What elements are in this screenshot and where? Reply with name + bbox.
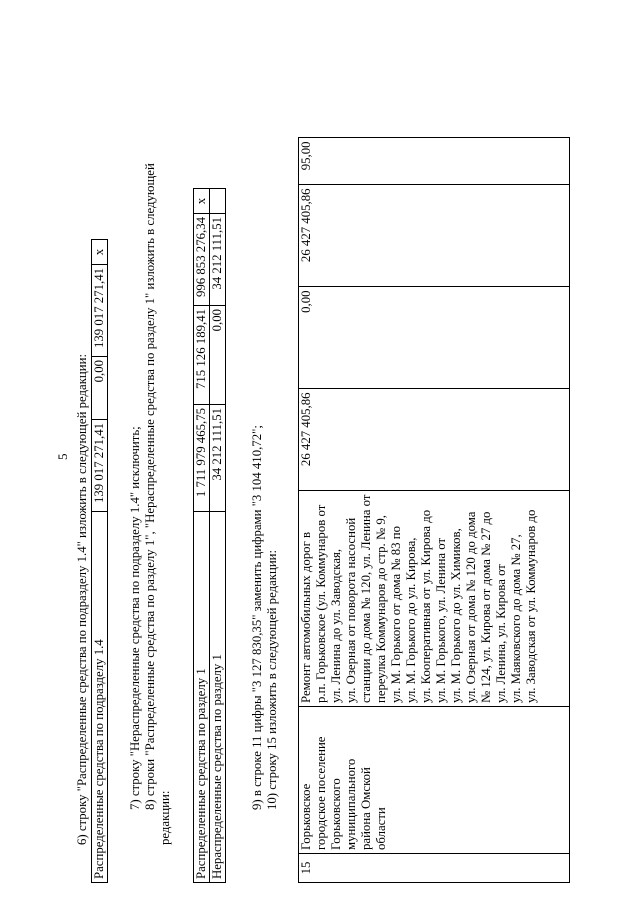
value-cell: 996 853 276,34 bbox=[194, 214, 210, 306]
row-number: 15 bbox=[299, 854, 570, 883]
value-cell: x bbox=[194, 189, 210, 214]
description-line: ул. Маяковского до дома № 27, bbox=[509, 534, 523, 703]
value-cell: 139 017 271,41 bbox=[92, 265, 108, 357]
table-row bbox=[194, 189, 210, 883]
value-cell: 26 427 405,86 bbox=[299, 185, 570, 287]
municipality-line: области bbox=[374, 807, 388, 850]
municipality-line: района Омской bbox=[359, 767, 373, 850]
value-cell: 34 212 111,51 bbox=[210, 214, 226, 306]
item-9-text: 9) в строке 11 цифры "3 127 830,35" заменить цифрами "3 104 410,72"; bbox=[250, 425, 264, 810]
item-8-text: 8) строки "Распределенные средства по разделу 1", "Нераспределенные средства по разделу 1" изложить в следующей bbox=[143, 163, 157, 810]
value-cell: 95,00 bbox=[299, 138, 570, 185]
municipality-line: муниципального bbox=[344, 758, 358, 850]
value-cell: 715 126 189,41 bbox=[194, 306, 210, 405]
row-15-table bbox=[298, 137, 570, 883]
municipality-line: Горьковского bbox=[329, 778, 343, 850]
value-cell: 139 017 271,41 bbox=[92, 420, 108, 512]
municipality-cell bbox=[299, 707, 570, 854]
description-line: ул. Озерная от поворота насосной bbox=[344, 517, 358, 703]
value-cell: 0,00 bbox=[210, 306, 226, 405]
item-8-text-cont: редакции: bbox=[158, 790, 172, 845]
value-cell: x bbox=[92, 240, 108, 265]
description-line: переулка Коммунаров до стр. № 9, bbox=[374, 515, 388, 703]
description-line: ул. М. Горького от дома № 83 по bbox=[389, 525, 403, 703]
municipality-line: Горьковское bbox=[299, 783, 313, 850]
description-line: Ремонт автомобильных дорог в bbox=[299, 531, 313, 703]
description-line: ул. Кооперативная от ул. Кирова до bbox=[419, 509, 433, 703]
value-cell: 1 711 979 465,75 bbox=[194, 405, 210, 512]
description-line: № 124, ул. Кирова от дома № 27 до bbox=[479, 511, 493, 703]
description-cell bbox=[299, 491, 570, 707]
value-cell: 34 212 111,51 bbox=[210, 405, 226, 512]
description-line: ул. М. Горького до ул. Кирова, bbox=[404, 537, 418, 703]
description-line: ул. М. Горького до ул. Химиков, bbox=[449, 528, 463, 703]
description-line: р.п. Горьковское (ул. Коммунаров от bbox=[314, 504, 328, 703]
value-cell bbox=[210, 189, 226, 214]
section-1-table bbox=[193, 188, 226, 883]
description-line: ул. Заводская от ул. Коммунаров до bbox=[524, 509, 538, 703]
page-number: 5 bbox=[55, 453, 70, 460]
table-row bbox=[210, 189, 226, 883]
table-row bbox=[92, 240, 108, 883]
description-line: ул. Ленина до ул. Заводская, bbox=[329, 548, 343, 703]
description-line: ул. М. Горького, ул. Ленина от bbox=[434, 537, 448, 703]
subsection-1-4-table bbox=[91, 239, 108, 883]
row-name: Распределенные средства по разделу 1 bbox=[194, 512, 210, 883]
row-name: Распределенные средства по подразделу 1.4 bbox=[92, 512, 108, 883]
item-6-text: 6) строку "Распределенные средства по подразделу 1.4" изложить в следующей редакции: bbox=[75, 353, 89, 845]
value-cell: 26 427 405,86 bbox=[299, 389, 570, 491]
item-7-text: 7) строку "Нераспределенные средства по подразделу 1.4" исключить; bbox=[128, 426, 142, 810]
value-cell: 0,00 bbox=[92, 357, 108, 420]
description-line: ул. Озерная от дома № 120 до дома bbox=[464, 511, 478, 703]
description-line: станции до дома № 120, ул. Ленина от bbox=[359, 494, 373, 703]
row-name: Нераспределенные средства по разделу 1 bbox=[210, 512, 226, 883]
value-cell: 0,00 bbox=[299, 287, 570, 389]
description-line: ул. Ленина, ул. Кирова от bbox=[494, 564, 508, 703]
table-row bbox=[299, 138, 570, 883]
item-10-text: 10) строку 15 изложить в следующей редакции: bbox=[265, 549, 279, 810]
municipality-line: городское поселение bbox=[314, 736, 328, 850]
